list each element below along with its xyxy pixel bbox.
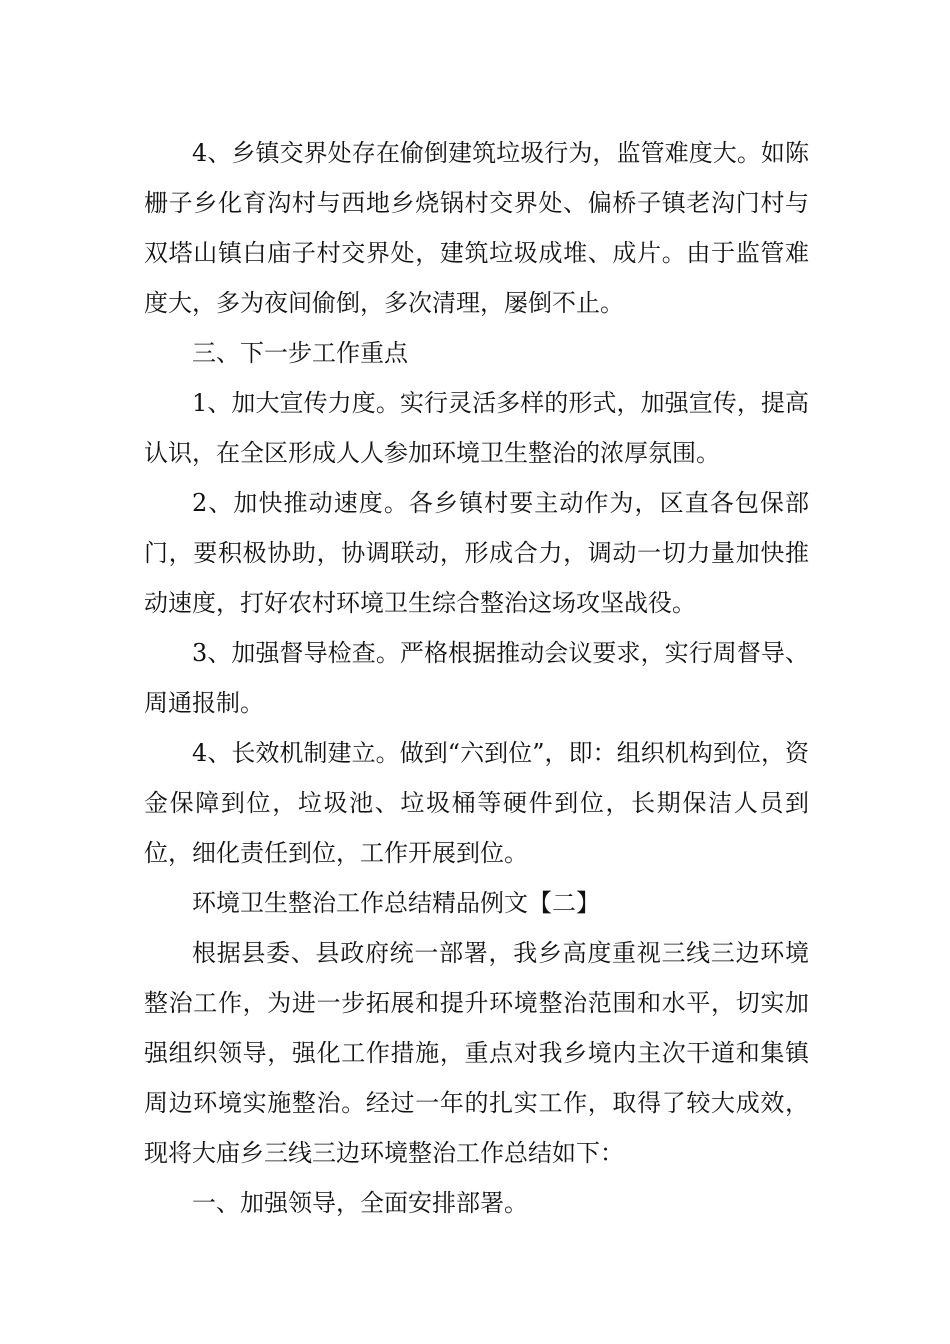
paragraph-item-3-supervision: 3、加强督导检查。严格根据推动会议要求，实行周督导、周通报制。 [144,639,809,717]
paragraph-item-1-publicity: 1、加大宣传力度。实行灵活多样的形式，加强宣传，提高认识，在全区形成人人参加环境卫生整治的浓厚氛围。 [144,389,809,467]
section-heading-leadership: 一、加强领导，全面安排部署。 [192,1189,528,1217]
section-heading-next-steps: 三、下一步工作重点 [192,339,408,367]
paragraph-item-2-speed: 2、加快推动速度。各乡镇村要主动作为，区直各包保部门，要积极协助，协调联动，形成合力，调动一切力量加快推动速度，打好农村环境卫生综合整治这场攻坚战役。 [144,489,809,617]
document-body [144,128,809,1228]
paragraph-item-4-long-term-mechanism: 4、长效机制建立。做到“六到位”，即：组织机构到位，资金保障到位，垃圾池、垃圾桶等硬件到位，长期保洁人员到位，细化责任到位，工作开展到位。 [144,739,809,867]
paragraph-item-4-cross-border-dumping: 4、乡镇交界处存在偷倒建筑垃圾行为，监管难度大。如陈栅子乡化育沟村与西地乡烧锅村交界处、偏桥子镇老沟门村与双塔山镇白庙子村交界处，建筑垃圾成堆、成片。由于监管难度大，多为夜间偷倒，多次清理，屡倒不止。 [144,139,809,317]
example-title-two: 环境卫生整治工作总结精品例文【二】 [192,889,600,917]
paragraph-intro: 根据县委、县政府统一部署，我乡高度重视三线三边环境整治工作，为进一步拓展和提升环境整治范围和水平，切实加强组织领导，强化工作措施，重点对我乡境内主次干道和集镇周边环境实施整治。经过一年的扎实工作，取得了较大成效，现将大庙乡三线三边环境整治工作总结如下： [144,939,809,1167]
